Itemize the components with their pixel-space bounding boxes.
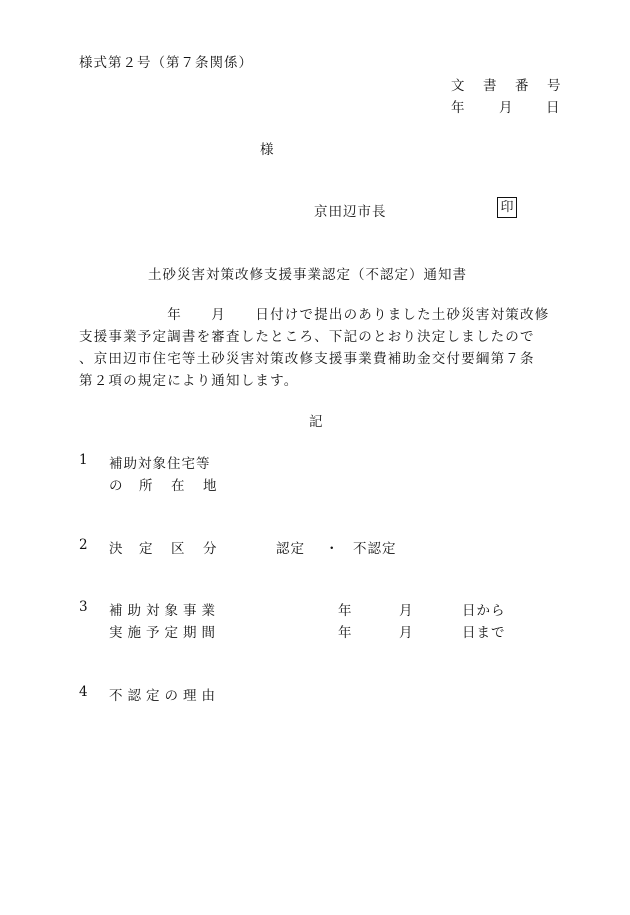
label-char: の xyxy=(109,478,123,494)
label-char: 定 xyxy=(139,541,153,557)
body-line: 支援事業予定調書を審査したところ、下記のとおり決定しましたので xyxy=(79,329,535,345)
document-date xyxy=(451,96,560,116)
doc-number-char: 番 xyxy=(515,78,529,94)
label-char: 分 xyxy=(203,541,217,557)
item-number: 4 xyxy=(79,684,88,700)
period-to-year: 年 xyxy=(338,625,352,641)
period-to-day: 日まで xyxy=(462,625,506,641)
doc-number-char: 文 xyxy=(451,78,465,94)
addressee-honorific: 様 xyxy=(260,142,274,158)
date-year-char: 年 xyxy=(451,100,465,116)
label-char: 在 xyxy=(171,478,185,494)
period-from-year: 年 xyxy=(338,603,352,619)
option-approved: 認定 xyxy=(276,541,305,557)
label-char: 区 xyxy=(171,541,185,557)
item-number: 1 xyxy=(79,452,88,468)
notice-body xyxy=(79,304,559,392)
period-from-month: 月 xyxy=(399,603,413,619)
item-number: 3 xyxy=(79,599,88,615)
form-number: 様式第２号（第７条関係） xyxy=(79,55,253,71)
document-number-label xyxy=(451,74,561,94)
period-from-day: 日から xyxy=(462,603,506,619)
item1-label-line2 xyxy=(109,474,217,494)
document-title: 土砂災害対策改修支援事業認定（不認定）通知書 xyxy=(148,267,467,283)
label-char: 決 xyxy=(109,541,123,557)
doc-number-char: 書 xyxy=(483,78,497,94)
seal-mark: 印 xyxy=(497,197,517,218)
option-rejected: 不認定 xyxy=(353,541,397,557)
date-month-char: 月 xyxy=(499,100,513,116)
item3-label-line1: 補助対象事業 xyxy=(109,603,220,619)
issuer-name: 京田辺市長 xyxy=(314,204,387,220)
ki-heading: 記 xyxy=(309,414,323,430)
item2-label xyxy=(109,537,217,557)
period-to-month: 月 xyxy=(399,625,413,641)
body-line: 、京田辺市住宅等土砂災害対策改修支援事業費補助金交付要綱第７条 xyxy=(79,351,535,367)
label-char: 地 xyxy=(203,478,217,494)
date-day-char: 日 xyxy=(546,100,560,116)
item3-label-line2: 実施予定期間 xyxy=(109,625,220,641)
doc-number-char: 号 xyxy=(547,78,561,94)
body-line: 年 月 日付けで提出のありました土砂災害対策改修 xyxy=(79,307,550,323)
label-char: 所 xyxy=(139,478,153,494)
item-number: 2 xyxy=(79,537,88,553)
option-separator: ・ xyxy=(325,541,339,557)
item1-label-line1: 補助対象住宅等 xyxy=(109,456,211,472)
item4-label: 不認定の理由 xyxy=(109,688,220,704)
body-line: 第２項の規定により通知します。 xyxy=(79,373,299,389)
